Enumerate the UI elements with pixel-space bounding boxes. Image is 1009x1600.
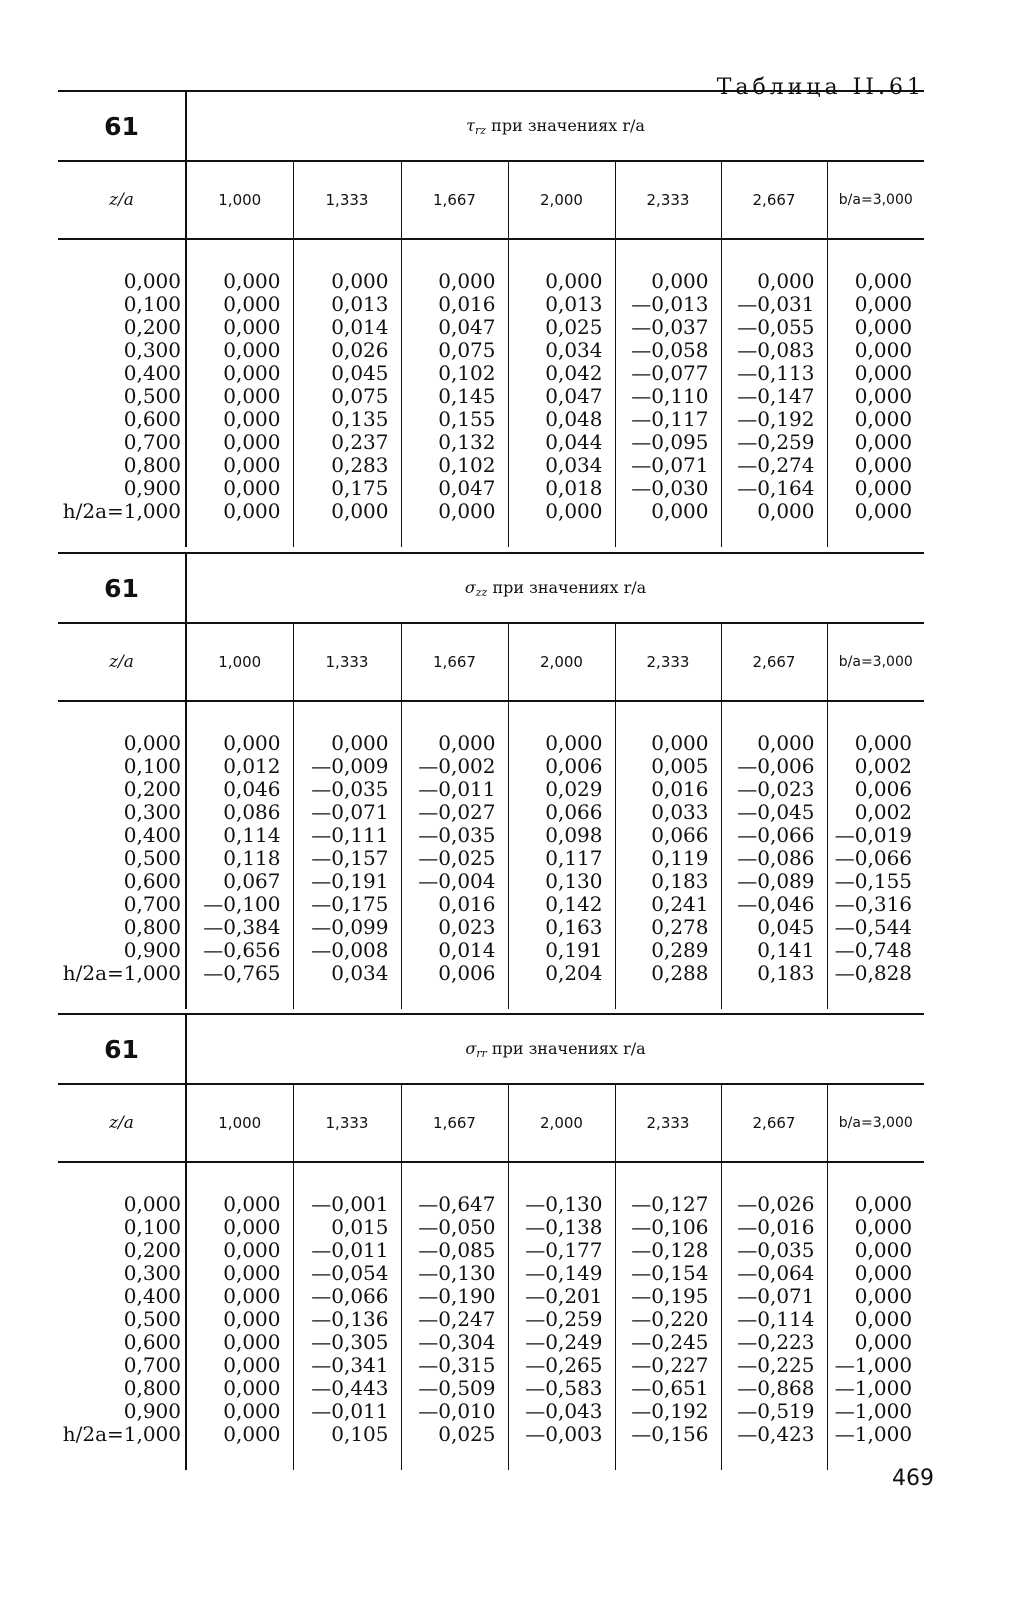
stress-subscript: rz bbox=[475, 123, 487, 137]
stress-subscript: rr bbox=[476, 1046, 487, 1060]
block-title bbox=[186, 91, 924, 161]
column-header: 2,667 bbox=[721, 1084, 827, 1162]
column-header: 2,333 bbox=[615, 623, 721, 701]
table-block-sigma-rr bbox=[58, 1013, 924, 1470]
data-column: 0,000 0,000 0,000 0,000 0,000 0,000 0,000 0,000 0,000 0,000 0,000 bbox=[186, 1162, 293, 1470]
row-labels-column: 0,000 0,100 0,200 0,300 0,400 0,500 0,600 0,700 0,800 0,900 h/2a=1,000 bbox=[58, 1162, 186, 1470]
block-title-text: при значениях r/a bbox=[491, 115, 645, 135]
data-column: —0,026 —0,016 —0,035 —0,064 —0,071 —0,114 —0,223 —0,225 —0,868 —0,519 —0,423 bbox=[721, 1162, 827, 1470]
data-column: 0,000 0,005 0,016 0,033 0,066 0,119 0,183 0,241 0,278 0,289 0,288 bbox=[615, 701, 721, 1009]
column-header: 2,667 bbox=[721, 623, 827, 701]
table-number: 61 bbox=[58, 91, 186, 161]
data-column: —0,001 0,015 —0,011 —0,054 —0,066 —0,136 —0,305 —0,341 —0,443 —0,011 0,105 bbox=[293, 1162, 401, 1470]
block-title-text: при значениях r/a bbox=[491, 1038, 646, 1058]
column-header: 1,667 bbox=[401, 1084, 508, 1162]
data-column: —0,127 —0,106 —0,128 —0,154 —0,195 —0,220 —0,245 —0,227 —0,651 —0,192 —0,156 bbox=[615, 1162, 721, 1470]
data-column: 0,000 0,016 0,047 0,075 0,102 0,145 0,155 0,132 0,102 0,047 0,000 bbox=[401, 239, 508, 547]
data-column: 0,000 0,006 0,029 0,066 0,098 0,117 0,130 0,142 0,163 0,191 0,204 bbox=[508, 701, 615, 1009]
data-column: 0,000 —0,031 —0,055 —0,083 —0,113 —0,147 —0,192 —0,259 —0,274 —0,164 0,000 bbox=[721, 239, 827, 547]
data-column: 0,000 0,000 0,000 0,000 0,000 0,000 0,000 0,000 0,000 0,000 0,000 bbox=[827, 239, 924, 547]
table-block-sigma-zz bbox=[58, 552, 924, 1009]
column-header: 2,333 bbox=[615, 161, 721, 239]
row-labels-column: 0,000 0,100 0,200 0,300 0,400 0,500 0,600 0,700 0,800 0,900 h/2a=1,000 bbox=[58, 239, 186, 547]
row-label-header: z/a bbox=[58, 1084, 186, 1162]
column-header: 2,000 bbox=[508, 1084, 615, 1162]
table-caption: Таблица II.61 bbox=[716, 75, 925, 100]
stress-symbol: σ bbox=[465, 1038, 477, 1058]
column-header: 2,000 bbox=[508, 623, 615, 701]
column-header: 2,000 bbox=[508, 161, 615, 239]
column-header: b/a=3,000 bbox=[827, 623, 924, 701]
data-column: 0,000 —0,006 —0,023 —0,045 —0,066 —0,086 —0,089 —0,046 0,045 0,141 0,183 bbox=[721, 701, 827, 1009]
block-title bbox=[186, 1014, 924, 1084]
column-header: 1,667 bbox=[401, 623, 508, 701]
data-column: 0,000 —0,002 —0,011 —0,027 —0,035 —0,025 —0,004 0,016 0,023 0,014 0,006 bbox=[401, 701, 508, 1009]
column-header: b/a=3,000 bbox=[827, 1084, 924, 1162]
column-header: b/a=3,000 bbox=[827, 161, 924, 239]
column-header: 1,000 bbox=[186, 1084, 293, 1162]
table-number: 61 bbox=[58, 1014, 186, 1084]
column-header: 1,333 bbox=[293, 623, 401, 701]
data-column: 0,000 —0,013 —0,037 —0,058 —0,077 —0,110 —0,117 —0,095 —0,071 —0,030 0,000 bbox=[615, 239, 721, 547]
column-header: 2,667 bbox=[721, 161, 827, 239]
data-column: 0,000 0,000 0,000 0,000 0,000 0,000 0,000 —1,000 —1,000 —1,000 —1,000 bbox=[827, 1162, 924, 1470]
column-header: 1,000 bbox=[186, 161, 293, 239]
row-labels-column: 0,000 0,100 0,200 0,300 0,400 0,500 0,600 0,700 0,800 0,900 h/2a=1,000 bbox=[58, 701, 186, 1009]
row-label-header: z/a bbox=[58, 161, 186, 239]
row-label-header: z/a bbox=[58, 623, 186, 701]
data-column: 0,000 0,013 0,014 0,026 0,045 0,075 0,135 0,237 0,283 0,175 0,000 bbox=[293, 239, 401, 547]
data-column: 0,000 0,000 0,000 0,000 0,000 0,000 0,000 0,000 0,000 0,000 0,000 bbox=[186, 239, 293, 547]
block-title bbox=[186, 553, 924, 623]
column-header: 2,333 bbox=[615, 1084, 721, 1162]
table-number: 61 bbox=[58, 553, 186, 623]
data-column: 0,000 0,012 0,046 0,086 0,114 0,118 0,067 —0,100 —0,384 —0,656 —0,765 bbox=[186, 701, 293, 1009]
data-column: —0,130 —0,138 —0,177 —0,149 —0,201 —0,259 —0,249 —0,265 —0,583 —0,043 —0,003 bbox=[508, 1162, 615, 1470]
block-title-text: при значениях r/a bbox=[492, 577, 647, 597]
page-number: 469 bbox=[892, 1466, 934, 1491]
data-column: 0,000 —0,009 —0,035 —0,071 —0,111 —0,157 —0,191 —0,175 —0,099 —0,008 0,034 bbox=[293, 701, 401, 1009]
column-header: 1,667 bbox=[401, 161, 508, 239]
data-column: —0,647 —0,050 —0,085 —0,130 —0,190 —0,247 —0,304 —0,315 —0,509 —0,010 0,025 bbox=[401, 1162, 508, 1470]
data-column: 0,000 0,013 0,025 0,034 0,042 0,047 0,048 0,044 0,034 0,018 0,000 bbox=[508, 239, 615, 547]
table-block-tau-rz bbox=[58, 90, 924, 547]
data-column: 0,000 0,002 0,006 0,002 —0,019 —0,066 —0,155 —0,316 —0,544 —0,748 —0,828 bbox=[827, 701, 924, 1009]
stress-subscript: zz bbox=[475, 585, 488, 599]
column-header: 1,000 bbox=[186, 623, 293, 701]
stress-symbol: τ bbox=[466, 115, 475, 135]
column-header: 1,333 bbox=[293, 1084, 401, 1162]
column-header: 1,333 bbox=[293, 161, 401, 239]
stress-symbol: σ bbox=[464, 577, 476, 597]
